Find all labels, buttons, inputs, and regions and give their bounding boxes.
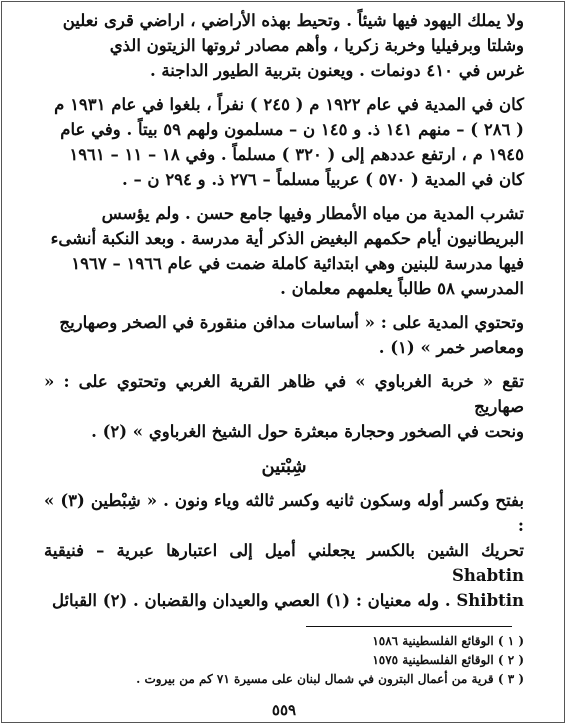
paragraph-shibtin: بفتح وكسر أوله وسكون ثانيه وكسر ثالثه وياء ونون . « شِبْطين (٣) » : تحريك الشين بالكسر يجعلني أميل إلى اعتبارها عبرية – فنيقية Shabtin Shibtin . وله معنيان : (١) العصي والعيدان والقضبان . (٢) القبائل (44, 491, 524, 610)
footnote-2: ( ٢ ) الوقائع الفلسطينية ١٥٧٥ (372, 653, 524, 667)
footnote-3: ( ٣ ) قرية من أعمال البترون في شمال لبنان على مسيرة ٧١ كم من بيروت . (136, 672, 524, 686)
footnote-1: ( ١ ) الوقائع الفلسطينية ١٥٨٦ (372, 634, 524, 648)
paragraph-antiquities: وتحتوي المدية على : « أساسات مدافن منقورة في الصخر وصهاريج ومعاصر خمر » (١) . (59, 313, 524, 357)
footnotes (44, 632, 524, 689)
footnote-divider (306, 626, 512, 627)
paragraph-land-and-crops: ولا يملك اليهود فيها شيئاً . وتحيط بهذه الأراضي ، اراضي قرى نعلين وشلتا وبرفيليا وخربة زكريا ، وأهم مصادر ثروتها الزيتون الذي غرس في ٤١٠ دونمات . ويعنون بتربية الطيور الداجنة . (62, 11, 524, 80)
page-number: ٥٥٩ (271, 701, 297, 719)
section-heading: شِبْتين (261, 456, 307, 477)
paragraph-water-and-school: تشرب المدية من مياه الأمطار وفيها جامع حسن . ولم يؤسس البريطانيون أيام حكمهم البغيض الذكر أية مدرسة . وبعد النكبة أنشىء فيها مدرسة للبنين وهي ابتدائية كاملة ضمت في عام ١٩٦٦ – ١٩٦٧ المدرسي ٥٨ طالباً يعلمهم معلمان . (50, 204, 524, 298)
paragraph-khirbet-gharbawi: تقع « خربة الغرباوي » في ظاهر القرية الغربي وتحتوي على : « صهاريج ونحت في الصخور وحجارة مبعثرة حول الشيخ الغرباوي » (٢) . (44, 372, 524, 441)
paragraph-population: كان في المدية في عام ١٩٢٢ م ( ٢٤٥ ) نفراً ، بلغوا في عام ١٩٣١ م ( ٢٨٦ ) – منهم ١٤١ ذ. و ١٤٥ ن – مسلمون ولهم ٥٩ بيتاً . وفي عام ١٩٤٥ م ، ارتفع عددهم إلى ( ٣٢٠ ) مسلماً . وفي ١٨ – ١١ – ١٩٦١ كان في المدية ( ٥٧٠ ) عربياً مسلماً – ٢٧٦ ذ. و ٢٩٤ ن – . (54, 95, 524, 189)
main-text (44, 8, 524, 622)
